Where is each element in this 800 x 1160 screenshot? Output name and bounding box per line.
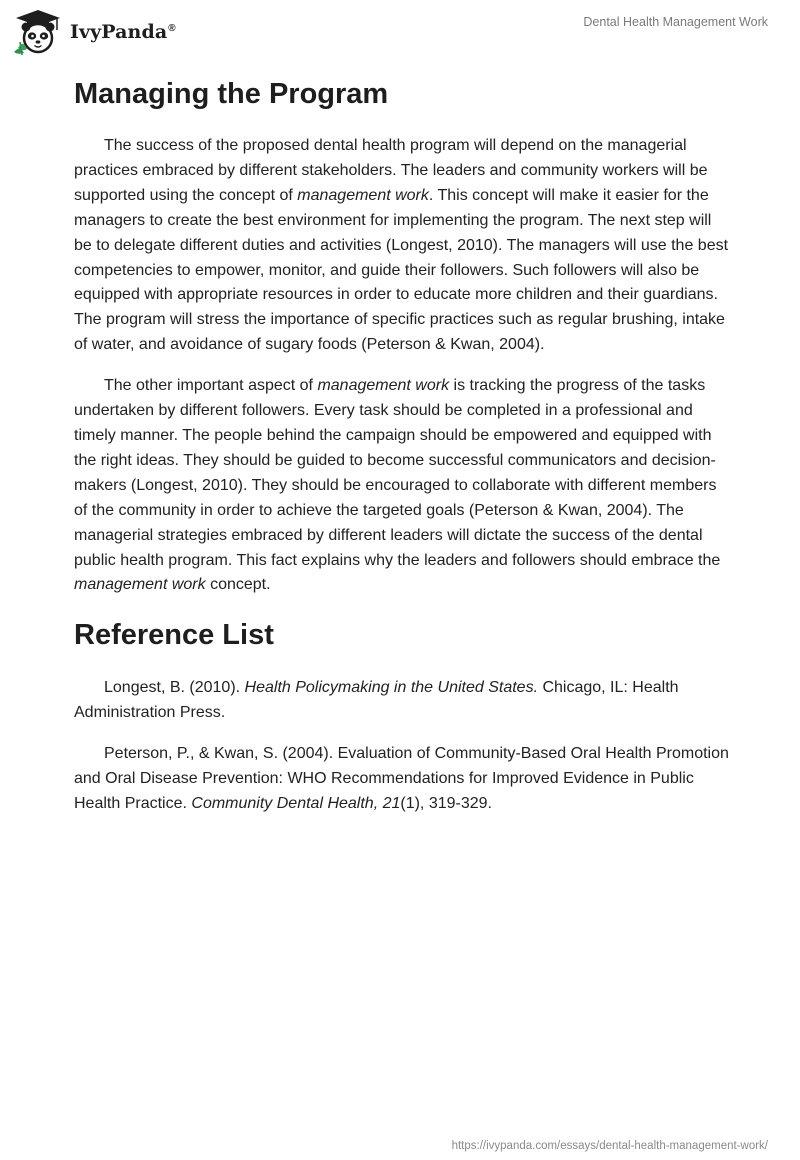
italic-text: management work [297, 186, 429, 204]
italic-text: management work [74, 576, 206, 594]
brand-logo[interactable] [12, 8, 176, 56]
section-heading-reference-list: Reference List [74, 619, 274, 652]
page-header [0, 0, 800, 70]
essay-content [74, 70, 730, 817]
panda-graduate-icon [12, 8, 64, 56]
text-segment: Peterson, P., & Kwan, S. (2004). Evaluation of Community-Based Oral Health Promotion and Oral Disease Prevention: WHO Recommendations for Improved Evidence in Public Health Practice. [74, 745, 729, 812]
text-segment: The success of the proposed dental health program will depend on the managerial practices embraced by different stakeholders. The leaders and community workers will be supported using the concept of [74, 137, 708, 204]
body-paragraph [74, 134, 730, 358]
text-segment: . This concept will make it easier for the managers to create the best environment for implementing the program. The next step will be to delegate different duties and activities (Longest, 2010). The managers will use the best competencies to empower, monitor, and guide their followers. Such followers will also be equipped with appropriate resources in order to educate more children and their guardians. The program will stress the importance of specific practices such as regular brushing, intake of water, and avoidance of sugary foods (Peterson & Kwan, 2004). [74, 186, 729, 354]
italic-text: management work [317, 377, 450, 395]
source-url[interactable]: https://ivypanda.com/essays/dental-health-management-work/ [451, 1140, 768, 1152]
italic-text: Health Policymaking in the United States. [244, 679, 539, 697]
registered-mark: ® [168, 22, 176, 34]
text-segment: (1), 319-329. [400, 794, 492, 812]
italic-text: Community Dental Health, 21 [191, 794, 401, 812]
reference-entry [74, 676, 730, 726]
section-heading-managing-program: Managing the Program [74, 78, 389, 110]
brand-name: IvyPanda® [70, 21, 176, 43]
reference-entry [74, 742, 730, 817]
document-title: Dental Health Management Work [583, 15, 768, 29]
body-paragraph [74, 374, 730, 598]
text-segment: Chicago, IL: Health Administration Press. [74, 679, 679, 722]
text-segment: is tracking the progress of the tasks undertaken by different followers. Every task should be completed in a professional and timely manner. The people behind the campaign should be empowered and equipped with the right ideas. They should be guided to become successful communicators and decision-makers (Longest, 2010). They should be encouraged to collaborate with different members of the community in order to achieve the targeted goals (Peterson & Kwan, 2004). The managerial strategies embraced by different leaders will dictate the success of the dental public health program. This fact explains why the leaders and followers should embrace the [74, 377, 721, 569]
text-segment: Longest, B. (2010). [104, 679, 245, 697]
text-segment: The other important aspect of [104, 377, 318, 395]
text-segment: concept. [205, 576, 271, 594]
